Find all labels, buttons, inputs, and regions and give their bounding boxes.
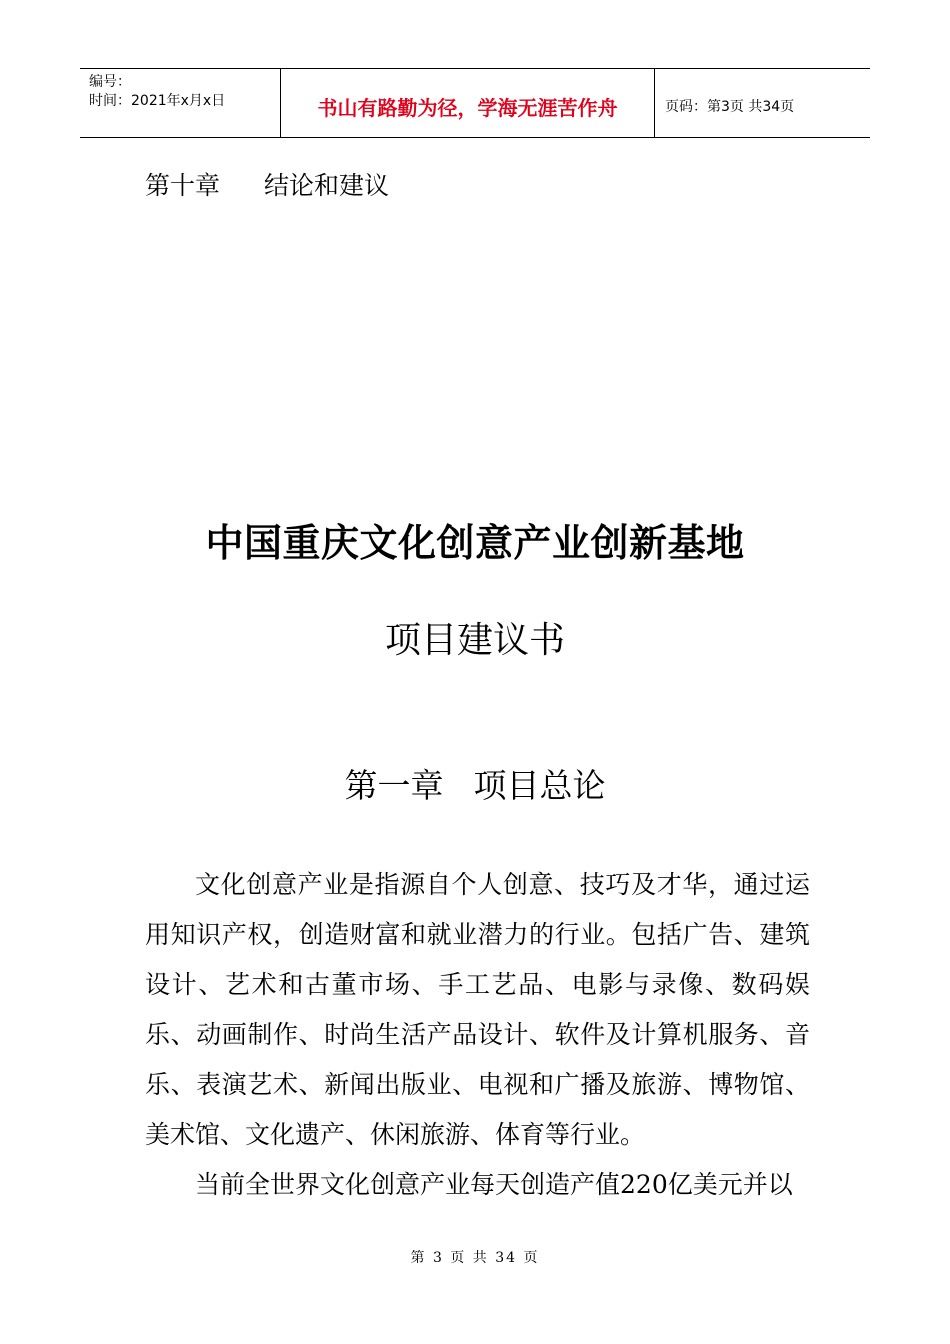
body-text bbox=[145, 860, 810, 1210]
header-meta bbox=[80, 69, 281, 137]
paragraph: 文化创意产业是指源自个人创意、技巧及才华，通过运用知识产权，创造财富和就业潜力的行业。包括广告、建筑设计、艺术和古董市场、手工艺品、电影与录像、数码娱乐、动画制作、时尚生活产品设计、软件及计算机服务、音乐、表演艺术、新闻出版业、电视和广播及旅游、博物馆、美术馆、文化遗产、休闲旅游、体育等行业。 bbox=[145, 870, 810, 1149]
page-header bbox=[80, 68, 870, 138]
number-label: 编号： bbox=[89, 74, 131, 90]
page-footer: 第 3 页 共 34 页 bbox=[410, 1250, 540, 1266]
paragraph: 当前全世界文化创意产业每天创造产值220亿美元并以 bbox=[195, 1170, 793, 1199]
chapter-label: 第一章 bbox=[344, 766, 444, 805]
toc-chapter-title: 结论和建议 bbox=[264, 171, 390, 200]
date-label: 时间：2021年x月x日 bbox=[89, 93, 226, 109]
chapter-title: 项目总论 bbox=[473, 766, 606, 805]
toc-entry-chapter-ten bbox=[145, 166, 389, 202]
document-title: 中国重庆文化创意产业创新基地 bbox=[205, 521, 745, 565]
chapter-heading bbox=[0, 760, 950, 807]
toc-chapter-label: 第十章 bbox=[145, 171, 221, 200]
document-subtitle: 项目建议书 bbox=[384, 620, 565, 661]
header-page-info: 页码：第3页 共34页 bbox=[665, 99, 795, 115]
header-motto: 书山有路勤为径，学海无涯苦作舟 bbox=[281, 69, 655, 137]
